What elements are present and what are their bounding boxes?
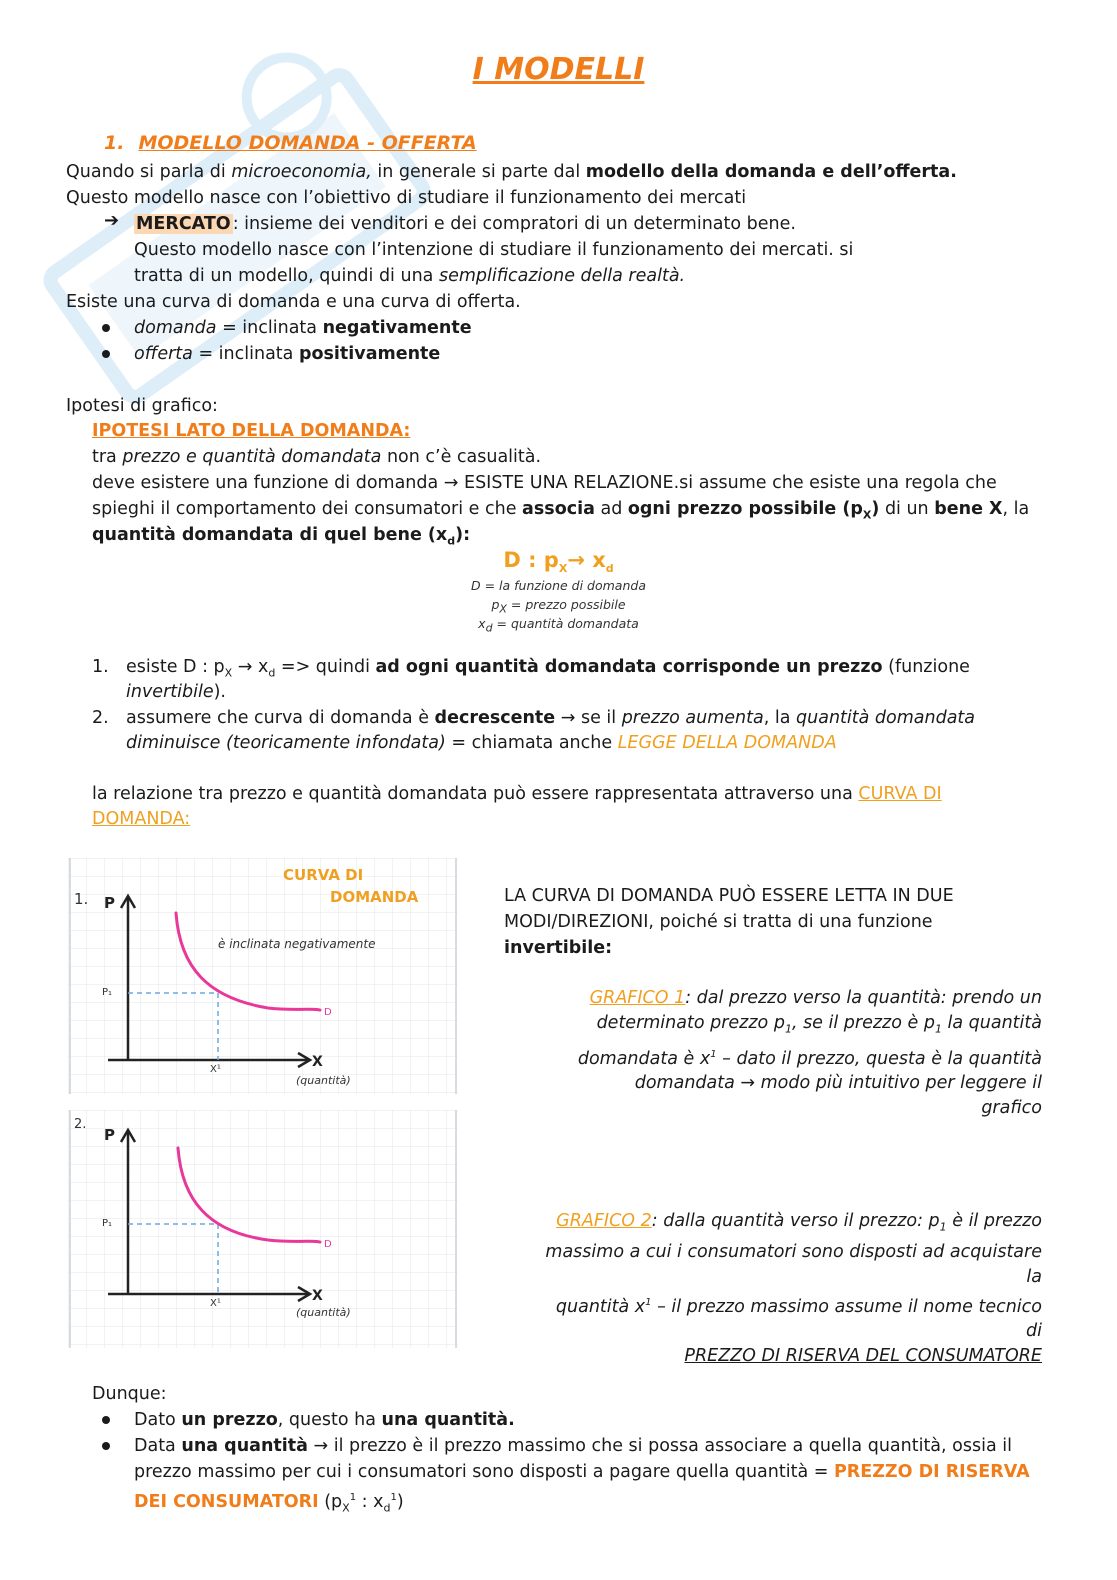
hypothesis-line-3: spieghi il comportamento dei consumatori e che associa ad ogni prezzo possibile $(p_X)$ di un bene X, la [92, 499, 1030, 522]
graph-1-demand-curve [68, 858, 458, 1094]
list-number-1: 1. [92, 657, 109, 677]
curva-di-domanda-link-cont[interactable]: DOMANDA: [92, 809, 191, 829]
hypothesis-line-1: tra prezzo e quantità domandata non c’è casualità. [92, 447, 542, 467]
section-title: MODELLO DOMANDA - OFFERTA [138, 132, 477, 154]
intro-line-2: Questo modello nasce con l’obiettivo di studiare il funzionamento dei mercati [66, 188, 747, 208]
section-heading [104, 132, 477, 154]
bullet-domanda: domanda = inclinata negativamente [134, 318, 472, 338]
bullet-offerta: offerta = inclinata positivamente [134, 344, 441, 364]
graph-1-x-label: X [312, 1054, 323, 1070]
dunque-bullet-2-line-2: prezzo massimo per cui i consumatori sono disposti a pagare quella quantità = PREZZO DI RISERVA [134, 1462, 1030, 1482]
bullet-icon [102, 350, 110, 358]
graph-2-explanation: GRAFICO 2: dalla quantità verso il prezzo: $p_1$ è il prezzo massimo a cui i consumatori sono disposti ad acquistare la quantità $x^1$ – il prezzo massimo assume il nome tecnico di PREZZO DI RISERVA DEL CONSUMATORE [542, 1209, 1042, 1369]
bullet-icon [102, 1442, 110, 1450]
demand-formula: D : $p_X\to x_d$ [503, 548, 614, 576]
graph-2-d-label: D [324, 1239, 332, 1250]
side-line-3: invertibile: [504, 938, 613, 958]
list-item-2-line-2: diminuisce (teoricamente infondata) = chiamata anche LEGGE DELLA DOMANDA [126, 733, 837, 753]
list-item-1-line-1: esiste D : $p_X \to x_d$ => quindi ad ogni quantità domandata corrisponde un prezzo (funzione [126, 657, 970, 680]
bullet-icon [102, 1416, 110, 1424]
hypothesis-line-4: quantità domandata di quel bene $(x_d)$: [92, 525, 471, 548]
graph-1-p-label: P [104, 894, 115, 912]
intro-line-6: Esiste una curva di domanda e una curva di offerta. [66, 292, 521, 312]
relation-line-1: la relazione tra prezzo e quantità domandata può essere rappresentata attraverso una CURVA DI [92, 784, 942, 804]
graph-2-number: 2. [74, 1117, 87, 1132]
graph-1-title-1: CURVA DI [283, 866, 364, 884]
list-number-2: 2. [92, 708, 109, 728]
legge-della-domanda: LEGGE DELLA DOMANDA [617, 733, 837, 753]
list-item-2-line-1: assumere che curva di domanda è decrescente → se il prezzo aumenta, la quantità domandata [126, 708, 975, 728]
graph-1-title-2: DOMANDA [330, 888, 419, 906]
graph-2-x-label: X [312, 1288, 323, 1304]
dunque-bullet-2-line-3: DEI CONSUMATORI ($p_X^1$ : $x_d^1$) [134, 1491, 404, 1515]
dunque-bullet-2-line-1: Data una quantità → il prezzo è il prezzo massimo che si possa associare a quella quantità, ossia il [134, 1436, 1012, 1456]
grafico-1-link[interactable]: GRAFICO 1 [589, 988, 686, 1008]
hypothesis-label: Ipotesi di grafico: [66, 396, 218, 416]
graph-1-explanation: GRAFICO 1: dal prezzo verso la quantità: prendo un determinato prezzo $p_1$, se il prezzo è $p_1$ la quantità domandata è $x^1$ – dato il prezzo, questa è la quantità domandata → modo più intuitivo per leggere il grafico [577, 988, 1042, 1119]
graph-2-demand-curve [68, 1110, 458, 1348]
dunque-label: Dunque: [92, 1384, 167, 1404]
page-title: I MODELLI [472, 52, 645, 87]
intro-line-4: Questo modello nasce con l’intenzione di studiare il funzionamento dei mercati. si [134, 240, 854, 260]
hypothesis-heading: IPOTESI LATO DELLA DOMANDA: [92, 421, 411, 441]
graph-2-p-label: P [104, 1126, 115, 1144]
graph-1-p1-label: P₁ [102, 987, 113, 998]
graph-2-quantity-label: (quantità) [296, 1306, 351, 1319]
side-line-1: LA CURVA DI DOMANDA PUÒ ESSERE LETTA IN DUE [504, 886, 954, 906]
graph-2-x1-label: X¹ [210, 1298, 221, 1309]
formula-def-3: $x_d$ = quantità domandata [478, 616, 639, 635]
mercato-definition: MERCATO : insieme dei venditori e dei compratori di un determinato bene. [136, 214, 796, 234]
formula-def-2: $p_X$ = prezzo possibile [491, 597, 626, 616]
mercato-label: MERCATO [136, 214, 231, 234]
graph-1-quantity-label: (quantità) [296, 1074, 351, 1087]
graph-1-d-label: D [324, 1007, 332, 1018]
intro-line-1: Quando si parla di microeconomia, in generale si parte dal modello della domanda e dell’offerta. [66, 162, 957, 182]
intro-line-5: tratta di un modello, quindi di una semplificazione della realtà. [134, 266, 686, 286]
graph-2-p1-label: P₁ [102, 1218, 113, 1229]
graph-1-x1-label: X¹ [210, 1064, 221, 1075]
prezzo-di-riserva-label: PREZZO DI RISERVA DEL CONSUMATORE [684, 1346, 1042, 1367]
bullet-icon [102, 324, 110, 332]
section-number: 1. [104, 132, 125, 154]
formula-def-1: D = la funzione di domanda [471, 578, 646, 593]
graph-1-number: 1. [74, 890, 89, 908]
list-item-1-line-2: invertibile). [126, 682, 226, 702]
curva-di-domanda-link[interactable]: CURVA DI [858, 784, 942, 804]
side-line-2: MODI/DIREZIONI, poiché si tratta di una funzione [504, 912, 933, 932]
arrow-right-icon: ➔ [104, 210, 120, 231]
hypothesis-line-2: deve esistere una funzione di domanda → ESISTE UNA RELAZIONE.si assume che esiste una regola che [92, 473, 997, 493]
graph-1-note: è inclinata negativamente [218, 937, 376, 951]
dunque-bullet-1: Dato un prezzo, questo ha una quantità. [134, 1410, 515, 1430]
grafico-2-link[interactable]: GRAFICO 2 [556, 1211, 652, 1231]
